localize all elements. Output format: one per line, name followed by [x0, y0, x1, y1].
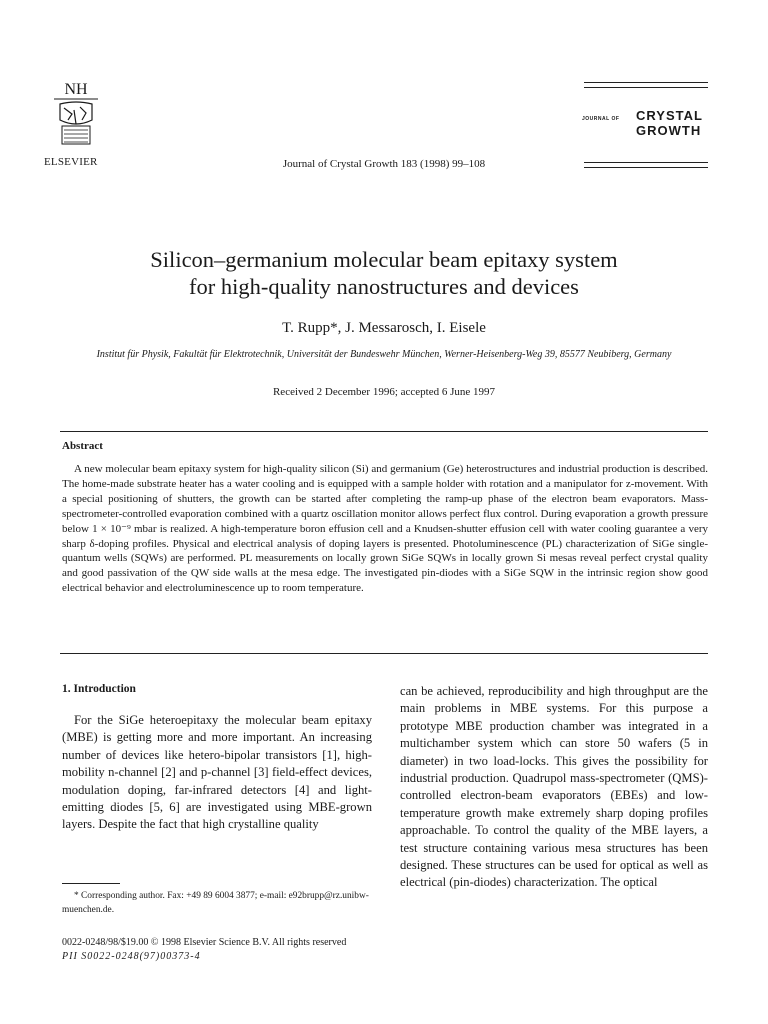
journal-name-line1: CRYSTAL	[636, 108, 703, 123]
footnote-corresponding-author: * Corresponding author. Fax: +49 89 6004 3877; e-mail: e92brupp@rz.unibw-muenchen.de.	[62, 891, 369, 916]
publisher-name: ELSEVIER	[44, 156, 98, 168]
body-column-left: For the SiGe heteroepitaxy the molecular beam epitaxy (MBE) is getting more and more important. An increasing number of devices like hetero-bipolar transistors [1], high-mobility n-channel [2] and p-channel [3] field-effect devices, modulation doping, far-infrared detectors [4] and light-emitting diodes [5, 6] are investigated using MBE-grown layers. Despite the fact that high crystalline quality	[62, 713, 372, 832]
journal-rule-top	[584, 82, 708, 83]
abstract-heading: Abstract	[62, 440, 103, 452]
abstract-rule-bottom	[60, 653, 708, 654]
journal-rule-bottom-2	[584, 167, 708, 168]
footnote-rule	[62, 883, 120, 884]
journal-reference: Journal of Crystal Growth 183 (1998) 99–108	[282, 158, 486, 170]
article-authors: T. Rupp*, J. Messarosch, I. Eisele	[282, 320, 486, 336]
author-affiliation: Institut für Physik, Fakultät für Elektrotechnik, Universität der Bundeswehr München, Werner-Heisenberg-Weg 39, 85577 Neubiberg, Germany	[96, 349, 672, 360]
abstract-rule-top	[60, 431, 708, 432]
copyright-line: 0022-0248/98/$19.00 © 1998 Elsevier Science B.V. All rights reserved	[62, 937, 347, 948]
body-column-right: can be achieved, reproducibility and high throughput are the main problems in MBE systems. For this purpose a prototype MBE production chamber was integrated in a multichamber system which can store 50 wafers (5 in diameter) in two load-locks. This gives the possibility for industrial production. Quadrupol mass-spectrometer (QMS)-controlled electron-beam evaporators (EBEs) and low-temperature growth make extremely sharp doping profiles approachable. To control the quality of the MBE layers, a test structure containing various mesa structures has been designed. These structures can be used for optical as well as electrical (pin-diodes) characterization. The optical	[400, 684, 708, 890]
article-title: Silicon–germanium molecular beam epitaxy system for high-quality nanostructures and devices	[150, 247, 618, 299]
section-heading-introduction: 1. Introduction	[62, 683, 136, 695]
elsevier-logo	[50, 80, 102, 152]
logo-monogram: NH	[64, 81, 88, 98]
journal-name-line2: GROWTH	[636, 123, 702, 138]
journal-rule-bottom	[584, 162, 708, 163]
received-dates: Received 2 December 1996; accepted 6 June 1997	[272, 386, 496, 398]
journal-name-prefix: JOURNAL OF	[582, 116, 620, 122]
pii-identifier: PII S0022-0248(97)00373-4	[62, 951, 201, 962]
journal-rule-top-2	[584, 87, 708, 88]
abstract-body: A new molecular beam epitaxy system for high-quality silicon (Si) and germanium (Ge) heterostructures and industrial production is described. The home-made substrate heater has a water cooling and is equipped with a sample holder with rotation and a manipulator for z-movement. With a special positioning of shutters, the growth can be started after completing the ramp-up phase of the electron beam evaporators. Mass-spectrometer-controlled evaporation combined with a quartz oscillation monitor allows perfect flux control. During evaporation a growth pressure below 1 × 10⁻⁹ mbar is realized. A high-temperature boron effusion cell and a Knudsen-shutter effusion cell with water cooling guarantee a very sharp δ-doping profiles. Physical and electrical analysis of doping layers is presented. Photoluminescence (PL) characterization of SiGe single-quantum wells (SQWs) are performed. PL measurements on locally grown SiGe SQWs in locally grown Si mesas reveal perfect crystal quality and good passivation of the QW side walls at the mesa edge. The investigated pin-diodes with a SiGe SQW in the intrinsic region show good electrical behavior and electroluminescence up to room temperature.	[62, 463, 708, 595]
